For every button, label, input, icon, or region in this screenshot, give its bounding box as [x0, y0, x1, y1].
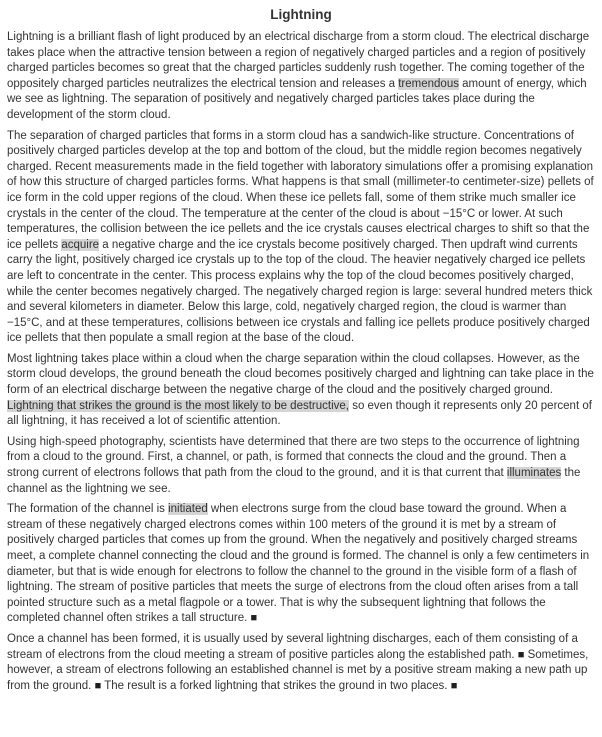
passage-paragraph — [7, 632, 595, 694]
passage-text: Lightning is a brilliant flash of light produced by an electrical discharge from a storm cloud. The electrical discharge takes place when the attractive tension between a region of negatively charged particles and a region of positively charged particles becomes so great that the charged particles suddenly rush together. The coming together of the oppositely charged particles neutralizes the electrical tension and releases a — [7, 31, 590, 90]
highlighted-term: initiated — [168, 503, 208, 516]
passage-text: The result is a forked lightning that strikes the ground in two places. — [101, 679, 451, 692]
passage-paragraph — [7, 30, 595, 124]
insertion-point-marker[interactable]: ■ — [517, 648, 525, 661]
passage-text: Most lightning takes place within a cloud when the charge separation within the cloud collapses. However, as the storm cloud develops, the ground beneath the cloud becomes positively charged and lightning can take place in the form of an electrical discharge between the negative charge of the cloud and the positively charged ground. — [7, 352, 594, 397]
passage-text: Once a channel has been formed, it is usually used by several lightning discharges, each of them consisting of a stream of electrons from the cloud meeting a stream of positive particles along the established path. — [7, 632, 578, 661]
highlighted-term: tremendous — [398, 77, 459, 90]
passage-paragraph — [7, 435, 595, 497]
passage-text: the channel as the lightning we see. — [7, 467, 581, 495]
passage-text: amount of energy, which we see as lightning. The separation of positively and negatively charged particles takes place during the development of the storm cloud. — [7, 77, 587, 121]
highlighted-term: Lightning that strikes the ground is the most likely to be destructive, — [7, 399, 349, 412]
insertion-point-marker[interactable]: ■ — [450, 679, 458, 692]
highlighted-term: illuminates — [506, 467, 562, 480]
passage-text: a negative charge and the ice crystals become positively charged. Then updraft wind currents carry the light, positively charged ice crystals up to the top of the cloud. The heavier negatively charged ice pellets are left to concentrate in the center. This process explains why the top of the cloud becomes positively charged, while the center becomes negatively charged. The negatively charged region is large: several hundred meters thick and several kilometers in diameter. Below this large, cold, negatively charged region, the cloud is warmer than −15°C, and at these temperatures, collisions between ice crystals and falling ice pellets produce positively charged ice pellets that then populate a small region at the base of the cloud. — [7, 238, 593, 345]
insertion-point-marker[interactable]: ■ — [94, 679, 102, 692]
passage-text: Using high-speed photography, scientists have determined that there are two steps to the occurrence of lightning from a cloud to the ground. First, a channel, or path, is formed that connects the cloud and the ground. Then a strong current of electrons follows that path from the cloud to the ground, and it is that current that — [7, 435, 580, 480]
passage-text: The formation of the channel is — [7, 503, 169, 516]
highlighted-term: acquire — [61, 238, 100, 251]
passage-text: when electrons surge from the cloud base toward the ground. When a stream of these negatively charged electrons comes within 100 meters of the ground it is met by a stream of positively charged particles that comes up from the ground. When the negatively and positively charged streams meet, a complete channel connecting the cloud and the ground is formed. The channel is only a few centimeters in diameter, but that is wide enough for electrons to follow the channel to the ground in the visible form of a flash of lightning. The stream of positive particles that meets the surge of electrons from the cloud often arises from a tall pointed structure such as a metal flagpole or a tower. That is why the subsequent lightning that follows the completed channel often strikes a tall structure. — [7, 503, 590, 625]
passage-paragraph — [7, 352, 595, 430]
passage-text: Sometimes, however, a stream of electrons following an established channel is met by a positive stream making a new path up from the ground. — [7, 648, 589, 692]
passage-title: Lightning — [270, 7, 332, 22]
passage-text: The separation of charged particles that forms in a storm cloud has a sandwich-like structure. Concentrations of positively charged particles develop at the top and bottom of the cloud, but the middle region becomes negatively charged. Recent measurements made in the field together with laboratory simulations offer a promising explanation of how this structure of charged particles forms. What happens is that small (millimeter-to centimeter-size) pellets of ice form in the cold upper regions of the cloud. When these ice pellets fall, some of them strike much smaller ice crystals in the center of the cloud. The temperature at the center of the cloud is about −15°C or lower. At such temperatures, the collision between the ice pellets and the ice crystals causes electrical charges to shift so that the ice pellets — [7, 129, 594, 251]
passage-body — [7, 30, 595, 694]
passage-paragraph — [7, 129, 595, 347]
passage-text: so even though it represents only 20 percent of all lightning, it has received a lot of scientific attention. — [7, 399, 592, 428]
passage-paragraph — [7, 502, 595, 627]
insertion-point-marker[interactable]: ■ — [250, 612, 258, 625]
